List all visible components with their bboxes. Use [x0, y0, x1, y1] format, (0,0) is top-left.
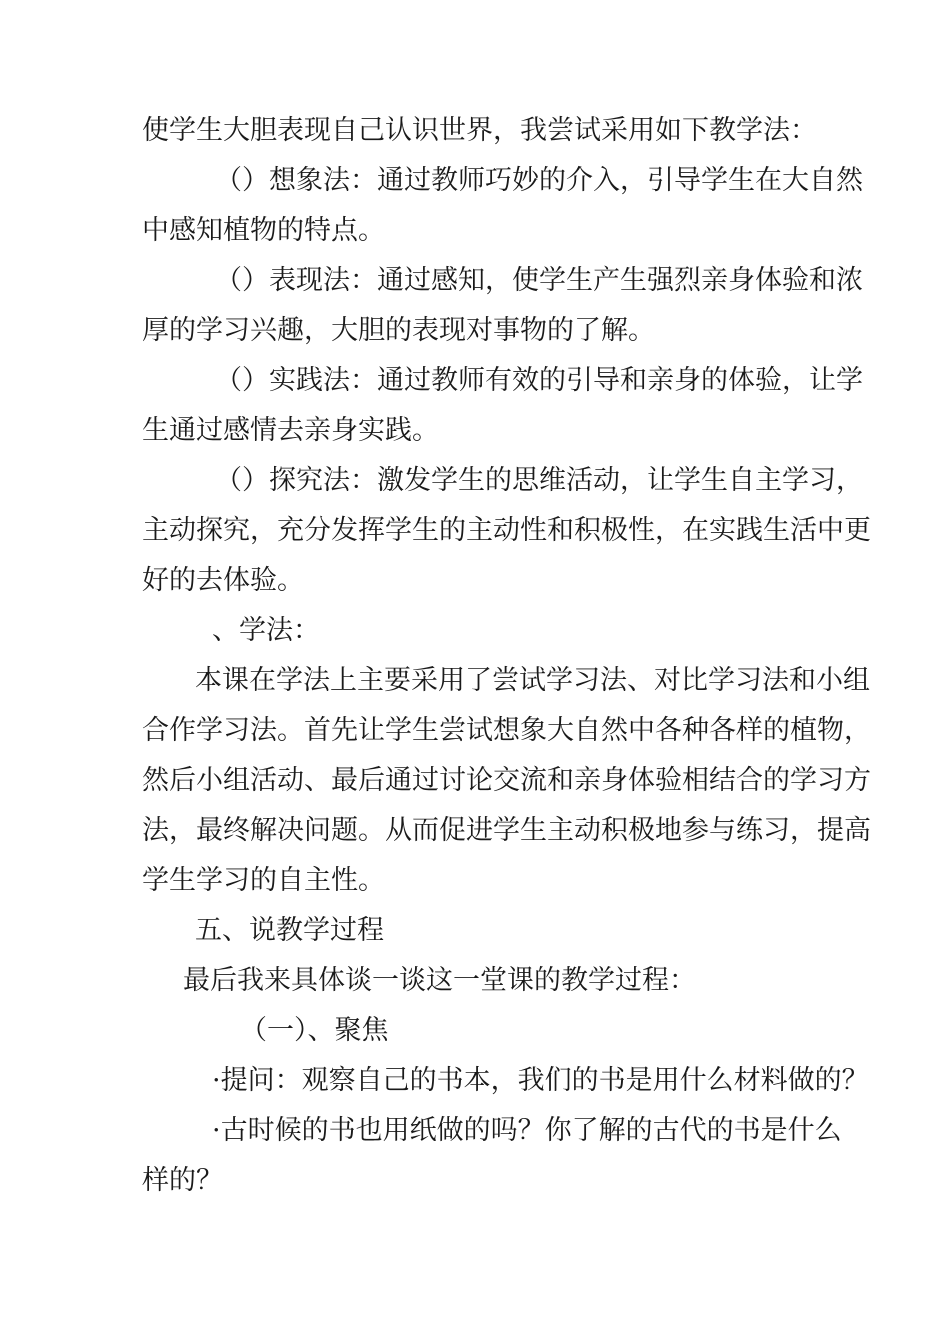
paragraph-line: 样的？	[142, 1165, 223, 1196]
paragraph-line: 合作学习法。首先让学生尝试想象大自然中各种各样的植物，	[142, 715, 871, 746]
paragraph-line: 法，最终解决问题。从而促进学生主动积极地参与练习，提高	[142, 815, 871, 846]
paragraph-line: 厚的学习兴趣，大胆的表现对事物的了解。	[142, 315, 655, 346]
paragraph-line: 中感知植物的特点。	[142, 215, 385, 246]
paragraph-line: 学生学习的自主性。	[142, 865, 385, 896]
subheading-focus: （一）、聚焦	[240, 1015, 389, 1046]
paragraph-line: 主动探究，充分发挥学生的主动性和积极性，在实践生活中更	[142, 515, 871, 546]
paragraph-line: 使学生大胆表现自己认识世界，我尝试采用如下教学法：	[142, 115, 817, 146]
paragraph-line: 本课在学法上主要采用了尝试学习法、对比学习法和小组	[195, 665, 870, 696]
method-practice-line: （）实践法：通过教师有效的引导和亲身的体验，让学	[215, 365, 863, 396]
bullet-question: ·提问：观察自己的书本，我们的书是用什么材料做的？	[212, 1065, 869, 1096]
method-expression-line: （）表现法：通过感知，使学生产生强烈亲身体验和浓	[215, 265, 863, 296]
section-heading-teaching-process: 五、说教学过程	[195, 915, 384, 946]
paragraph-line: 最后我来具体谈一谈这一堂课的教学过程：	[183, 965, 696, 996]
method-imagination-line: （）想象法：通过教师巧妙的介入，引导学生在大自然	[215, 165, 863, 196]
paragraph-line: 生通过感情去亲身实践。	[142, 415, 439, 446]
section-heading-learning-method: 、学法：	[212, 615, 320, 646]
method-inquiry-line: （）探究法：激发学生的思维活动，让学生自主学习，	[215, 465, 863, 496]
bullet-question: ·古时候的书也用纸做的吗？你了解的古代的书是什么	[212, 1115, 842, 1146]
paragraph-line: 好的去体验。	[142, 565, 304, 596]
paragraph-line: 然后小组活动、最后通过讨论交流和亲身体验相结合的学习方	[142, 765, 871, 796]
